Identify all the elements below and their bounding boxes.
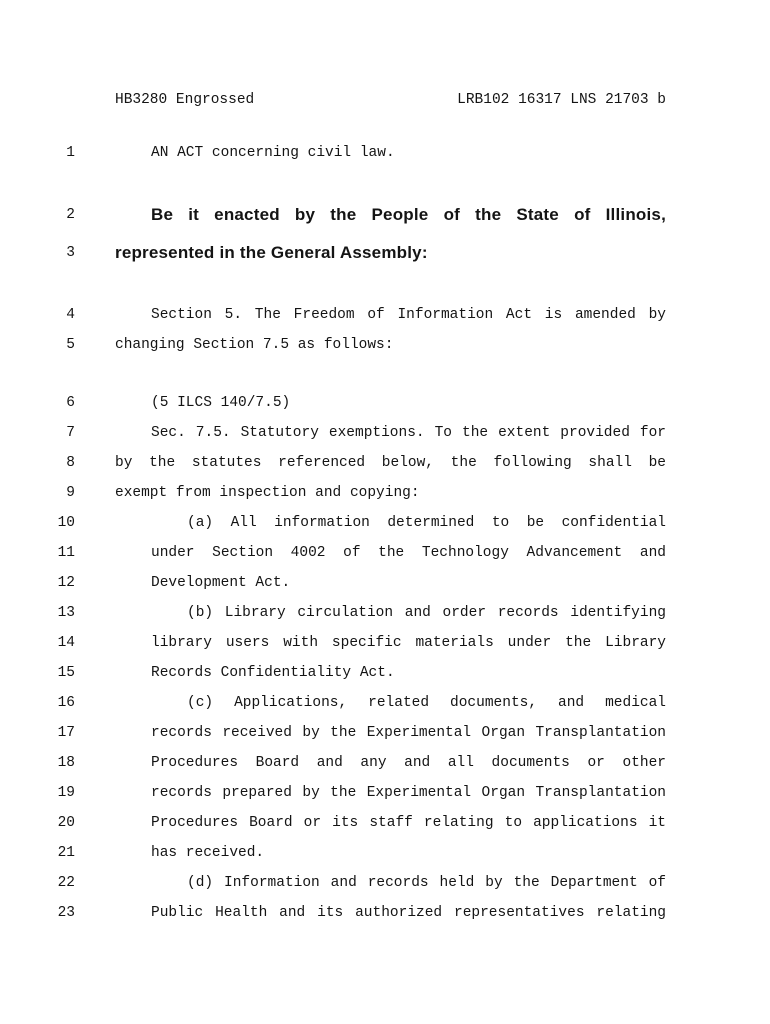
line-text: Be it enacted by the People of the State of Illinois, (151, 205, 666, 224)
document-line (0, 628, 770, 658)
line-number: 14 (57, 635, 75, 651)
line-text: exempt from inspection and copying: (115, 485, 420, 501)
document-line (0, 388, 770, 418)
line-number: 7 (66, 425, 75, 441)
document-line (0, 418, 770, 448)
line-text: (b) Library circulation and order records identifying (187, 605, 666, 621)
line-text: has received. (151, 845, 265, 861)
document-lines (0, 138, 770, 928)
document-line (0, 538, 770, 568)
line-number: 15 (57, 665, 75, 681)
document-line (0, 748, 770, 778)
document-line (0, 778, 770, 808)
line-text: Section 5. The Freedom of Information Act is amended by (151, 307, 666, 323)
document-line (0, 478, 770, 508)
line-text: (d) Information and records held by the Department of (187, 875, 666, 891)
line-number: 10 (57, 515, 75, 531)
line-text: under Section 4002 of the Technology Advancement and (151, 545, 666, 561)
document-line (0, 658, 770, 688)
line-number: 12 (57, 575, 75, 591)
document-line (0, 718, 770, 748)
line-number: 16 (57, 695, 75, 711)
line-number: 5 (66, 337, 75, 353)
line-number: 18 (57, 755, 75, 771)
document-line (0, 138, 770, 168)
document-line (0, 300, 770, 330)
line-text: Sec. 7.5. Statutory exemptions. To the extent provided for (151, 425, 666, 441)
line-number: 13 (57, 605, 75, 621)
line-number: 6 (66, 395, 75, 411)
document-line (0, 568, 770, 598)
line-text: Development Act. (151, 575, 291, 591)
document-line (0, 838, 770, 868)
bill-identifier: HB3280 Engrossed (115, 92, 255, 108)
document-line (0, 234, 770, 272)
line-number: 23 (57, 905, 75, 921)
document-line (0, 808, 770, 838)
line-text: changing Section 7.5 as follows: (115, 337, 394, 353)
document-header (0, 0, 770, 110)
document-line (0, 196, 770, 234)
line-text: Public Health and its authorized representatives relating (151, 905, 666, 921)
line-number: 8 (66, 455, 75, 471)
line-text: Procedures Board and any and all documents or other (151, 755, 666, 771)
line-text: represented in the General Assembly: (115, 243, 428, 262)
line-number: 9 (66, 485, 75, 501)
line-text: Procedures Board or its staff relating to applications it (151, 815, 666, 831)
line-number: 1 (66, 145, 75, 161)
document-line (0, 330, 770, 360)
document-line (0, 448, 770, 478)
line-number: 22 (57, 875, 75, 891)
document-line (0, 508, 770, 538)
lrb-reference: LRB102 16317 LNS 21703 b (457, 92, 666, 108)
line-number: 4 (66, 307, 75, 323)
line-number: 21 (57, 845, 75, 861)
line-number: 2 (66, 207, 75, 223)
line-text: by the statutes referenced below, the following shall be (115, 455, 666, 471)
document-line (0, 868, 770, 898)
line-text: (a) All information determined to be confidential (187, 515, 666, 531)
line-number: 20 (57, 815, 75, 831)
document-line (0, 898, 770, 928)
line-text: AN ACT concerning civil law. (151, 145, 395, 161)
document-line (0, 688, 770, 718)
line-text: records received by the Experimental Organ Transplantation (151, 725, 666, 741)
line-text: library users with specific materials under the Library (151, 635, 666, 651)
line-text: (5 ILCS 140/7.5) (151, 395, 291, 411)
line-text: Records Confidentiality Act. (151, 665, 395, 681)
line-text: records prepared by the Experimental Organ Transplantation (151, 785, 666, 801)
line-number: 19 (57, 785, 75, 801)
line-text: (c) Applications, related documents, and medical (187, 695, 666, 711)
line-number: 17 (57, 725, 75, 741)
line-number: 11 (57, 545, 75, 561)
line-number: 3 (66, 245, 75, 261)
document-line (0, 598, 770, 628)
